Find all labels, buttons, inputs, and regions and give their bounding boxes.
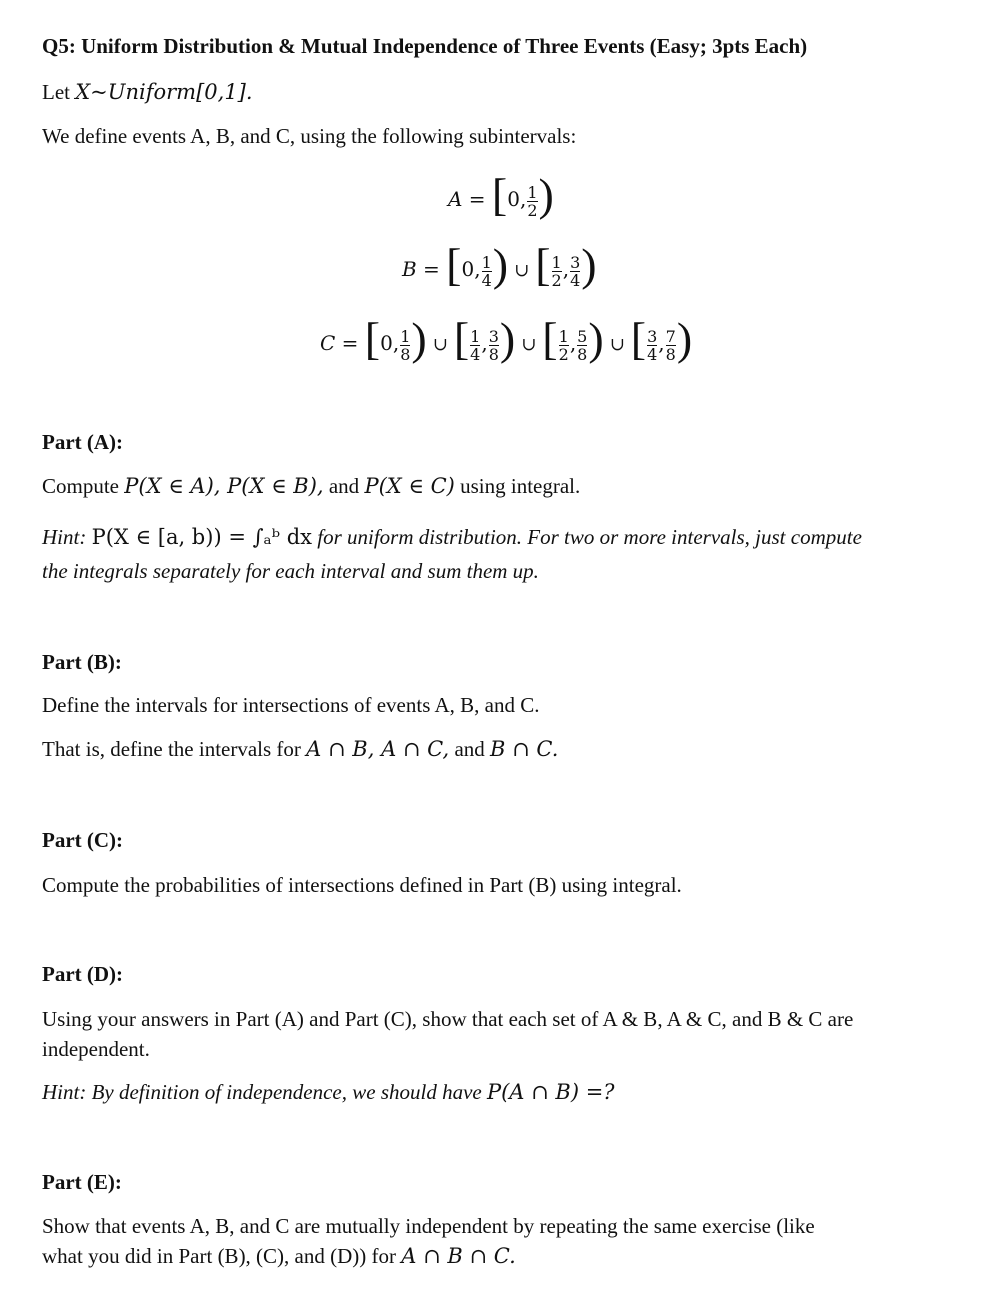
comma: , (474, 257, 481, 281)
left-bracket: [ (364, 313, 381, 364)
interval-start: $\frac{1}{2}$ (551, 252, 562, 290)
part-a-hint-prefix: Hint: (42, 525, 92, 549)
equation-a (448, 168, 554, 219)
part-e-line2 (42, 1244, 516, 1269)
left-bracket: [ (535, 239, 551, 290)
part-a-hint-math: P(X ∈ [a, b)) = ∫ₐᵇ dx (91, 525, 312, 549)
part-d-hint-math: P(A ∩ B) =? (486, 1080, 615, 1104)
comma: , (569, 331, 577, 355)
part-b-line2-prefix: That is, define the intervals for (42, 737, 307, 761)
part-d-hint (42, 1080, 615, 1105)
part-c-line1: Compute the probabilities of intersections defined in Part (B) using integral. (42, 873, 682, 897)
comma: , (658, 331, 665, 355)
interval-end: $\frac{3}{4}$ (570, 252, 581, 290)
interval-start: 0 (380, 331, 393, 355)
right-paren: ) (499, 313, 516, 364)
part-e-line2-math: A ∩ B ∩ C. (401, 1244, 516, 1268)
comma: , (392, 331, 400, 355)
part-b-line1: Define the intervals for intersections of events A, B, and C. (42, 693, 540, 717)
equation-label: A = (448, 187, 492, 211)
part-a-text (42, 474, 580, 499)
let-math: X~Uniform[0,1]. (75, 80, 253, 104)
part-b-line2-math2: B ∩ C. (490, 737, 559, 761)
left-bracket: [ (630, 313, 647, 364)
comma: , (562, 257, 570, 281)
part-a-math: P(X ∈ A), P(X ∈ B), (124, 474, 324, 498)
left-bracket: [ (542, 313, 558, 364)
part-a-hint-rest: for uniform distribution. For two or more intervals, just compute (312, 525, 862, 549)
equation-c (320, 312, 692, 363)
let-prefix: Let (42, 80, 76, 104)
interval-start: $\frac{3}{4}$ (647, 326, 658, 364)
question-title: Q5: Uniform Distribution & Mutual Independence of Three Events (Easy; 3pts Each) (42, 34, 808, 58)
union-symbol: ∪ (432, 334, 448, 355)
left-bracket: [ (446, 239, 462, 290)
interval-start: 0 (461, 257, 475, 281)
part-d-hint-prefix: Hint: By definition of independence, we should have (42, 1080, 487, 1104)
part-a-hint (42, 525, 862, 550)
interval-end: $\frac{5}{8}$ (577, 326, 588, 364)
comma: , (519, 187, 527, 211)
interval-start: $\frac{1}{2}$ (558, 326, 569, 364)
union-symbol: ∪ (609, 334, 625, 355)
interval-end: $\frac{3}{8}$ (488, 326, 499, 364)
equation-b (402, 238, 597, 289)
interval-end: $\frac{1}{2}$ (527, 182, 538, 220)
interval-start: $\frac{1}{4}$ (470, 326, 481, 364)
part-a-math2: P(X ∈ C) (364, 474, 455, 498)
part-e-line1: Show that events A, B, and C are mutually independent by repeating the same exercise (like (42, 1214, 815, 1238)
part-e-line2-prefix: what you did in Part (B), (C), and (D)) for (42, 1244, 402, 1268)
interval-end: $\frac{1}{8}$ (400, 326, 411, 364)
let-statement (42, 80, 253, 105)
right-paren: ) (581, 239, 597, 290)
left-bracket: [ (453, 313, 470, 364)
equation-label: B = (402, 257, 447, 281)
left-bracket: [ (491, 169, 508, 220)
union-symbol: ∪ (521, 334, 537, 355)
right-paren: ) (676, 313, 693, 364)
part-a-hint-line2: the integrals separately for each interval and sum them up. (42, 559, 539, 583)
part-b-heading: Part (B): (42, 650, 122, 674)
right-paren: ) (588, 313, 604, 364)
equation-label: C = (320, 331, 365, 355)
right-paren: ) (411, 313, 427, 364)
part-a-prefix: Compute (42, 474, 125, 498)
right-paren: ) (538, 169, 554, 220)
part-b-line2-mid: and (449, 737, 491, 761)
right-paren: ) (492, 239, 509, 290)
part-a-suffix: using integral. (454, 474, 581, 498)
part-a-mid: and (323, 474, 365, 498)
interval-end: $\frac{1}{4}$ (481, 252, 492, 290)
union-symbol: ∪ (514, 260, 530, 281)
part-d-line1: Using your answers in Part (A) and Part (C), show that each set of A & B, A & C, and B & C are (42, 1007, 854, 1031)
part-a-heading: Part (A): (42, 430, 124, 454)
part-d-line2: independent. (42, 1037, 150, 1061)
define-events-text: We define events A, B, and C, using the following subintervals: (42, 124, 577, 148)
part-b-line2 (42, 737, 558, 762)
part-b-line2-math: A ∩ B, A ∩ C, (306, 737, 450, 761)
interval-start: 0 (507, 187, 520, 211)
interval-end: $\frac{7}{8}$ (665, 326, 676, 364)
part-c-heading: Part (C): (42, 828, 124, 852)
comma: , (481, 331, 488, 355)
part-e-heading: Part (E): (42, 1170, 122, 1194)
part-d-heading: Part (D): (42, 962, 124, 986)
